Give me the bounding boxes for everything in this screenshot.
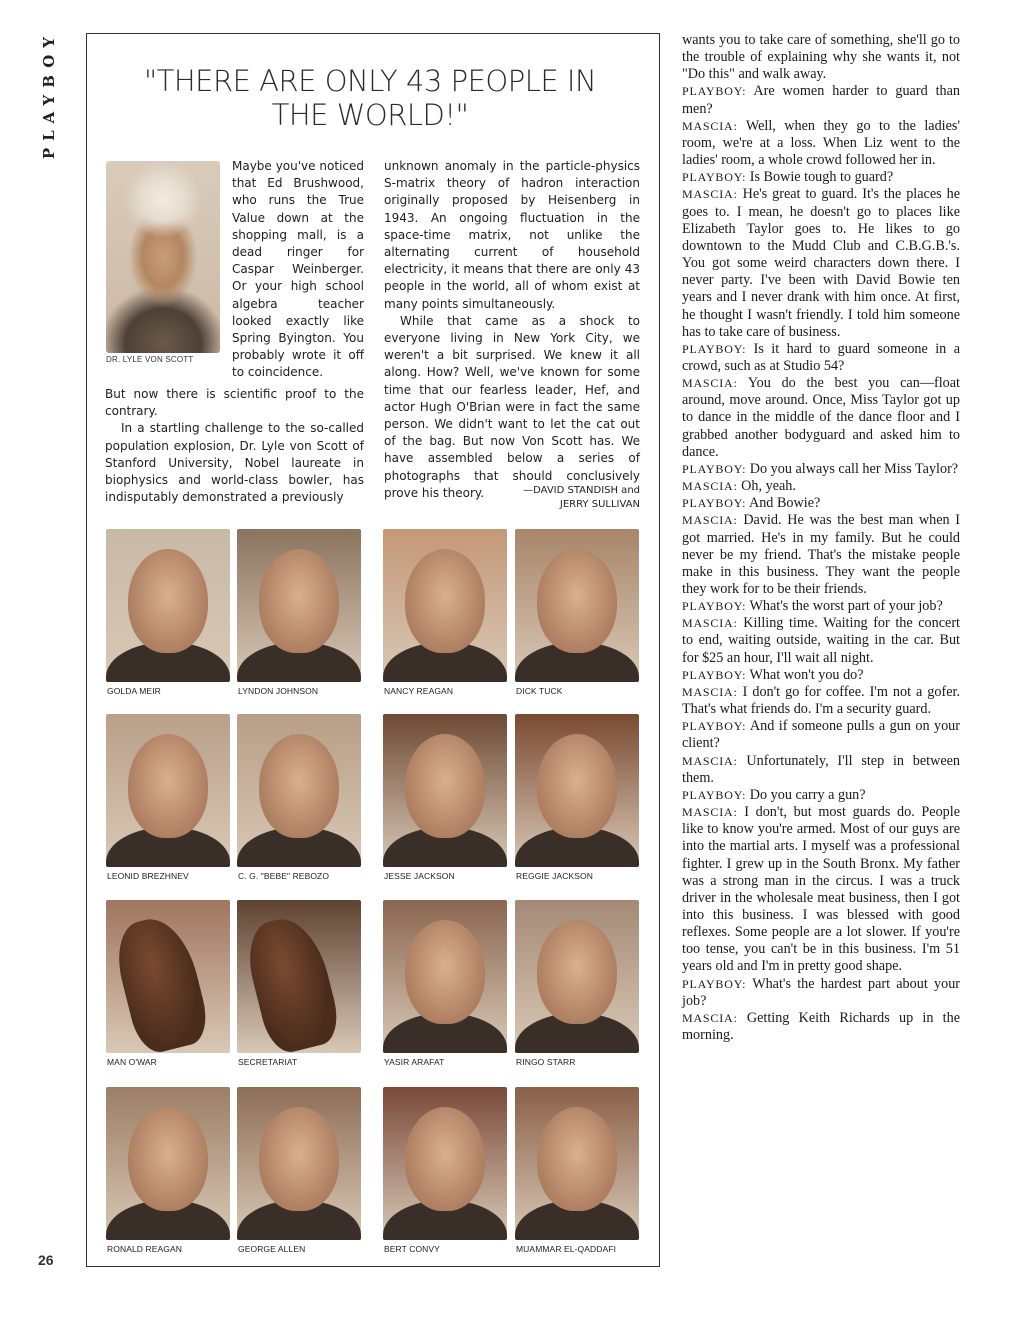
interview-text: Do you always call her Miss Taylor? xyxy=(749,460,959,477)
interview-text: And Bowie? xyxy=(748,495,821,512)
interview-text: He's great to guard. It's the places he goes to. I mean, he doesn't go to places like Elizabeth Taylor goes to. He likes to go downtown to the Mudd Club and C.B.G.B.'s. You got some weird characters down there. I never party. I've been with David Bowie ten years and I never drank with him once. At first, he thought I wasn't friendly. I told him someone has to take care of business. xyxy=(682,186,960,340)
article-paragraph: While that came as a shock to everyone living in New York City, we weren't a bit surprised. We knew it all along. How? Well, we've known for some time that our fearless leader, Hef, and actor Hugh O'Brian were in fact the same person. We didn't want to let the cat out of the bag. But now Von Scott has. We have assembled below a series of photographs that should conclusively prove his theory. xyxy=(384,313,640,500)
interview-text: Getting Keith Richards up in the morning. xyxy=(682,1009,960,1044)
interview-text: Oh, yeah. xyxy=(741,478,796,495)
intro-paragraph: But now there is scientific proof to the contrary. xyxy=(105,387,364,419)
speaker-label: PLAYBOY: xyxy=(682,170,747,185)
interview-paragraph xyxy=(682,753,960,787)
interview-paragraph xyxy=(682,83,960,117)
interview-text: Is Bowie tough to guard? xyxy=(749,169,894,186)
magazine-side-label: PLAYBOY xyxy=(40,30,58,160)
photo-image xyxy=(515,900,639,1053)
interview-paragraph xyxy=(682,118,960,169)
interview-paragraph xyxy=(682,684,960,718)
speaker-label: PLAYBOY: xyxy=(682,719,747,734)
article-paragraph: unknown anomaly in the particle-physics S-matrix theory of hadron interaction originally proposed by Heisenberg in 1943. An ongoing fluctuation in the space-time matrix, not unlike the alternating current of household electricity, it means that there are only 43 people in the world, all of whom exist at many points simultaneously. xyxy=(384,159,640,311)
interview-text: What won't you do? xyxy=(749,666,864,683)
portrait-photo xyxy=(106,714,230,881)
portrait-photo xyxy=(515,1087,639,1254)
interview-paragraph xyxy=(682,787,960,804)
photo-image xyxy=(237,900,361,1053)
interview-paragraph xyxy=(682,32,960,83)
interview-paragraph xyxy=(682,169,960,186)
portrait-photo xyxy=(383,900,507,1067)
interview-paragraph xyxy=(682,976,960,1010)
einstein-photo xyxy=(106,161,220,353)
photo-caption: RINGO STARR xyxy=(516,1057,576,1067)
photo-image xyxy=(106,1087,230,1240)
interview-text: Well, when they go to the ladies' room, we're at a loss. When Liz went to the ladies' room, a whole crowd followed her in. xyxy=(682,117,960,169)
portrait-photo xyxy=(515,900,639,1067)
interview-paragraph xyxy=(682,615,960,666)
photo-caption: SECRETARIAT xyxy=(238,1057,298,1067)
portrait-photo xyxy=(383,1087,507,1254)
interview-text: What's the hardest part about your job? xyxy=(682,975,961,1009)
photo-caption: REGGIE JACKSON xyxy=(516,871,593,881)
speaker-label: MASCIA: xyxy=(682,118,738,133)
photo-caption: DICK TUCK xyxy=(516,686,563,696)
photo-caption: BERT CONVY xyxy=(384,1244,440,1254)
portrait-photo xyxy=(106,529,230,696)
photo-caption: RONALD REAGAN xyxy=(107,1244,182,1254)
byline-line: —DAVID STANDISH and xyxy=(523,485,640,496)
speaker-label: PLAYBOY: xyxy=(682,976,747,991)
interview-paragraph xyxy=(682,461,960,478)
photo-image xyxy=(515,529,639,682)
speaker-label: PLAYBOY: xyxy=(682,787,747,802)
photo-image xyxy=(515,714,639,867)
photo-image xyxy=(237,1087,361,1240)
interview-paragraph xyxy=(682,186,960,340)
interview-paragraph xyxy=(682,478,960,495)
interview-text: David. He was the best man when I got married. He's in my family. But he could never be my friend. That's the mistake people make in this business. They want the people they work for to be their friends. xyxy=(682,512,960,597)
article-column-2 xyxy=(384,158,640,502)
interview-paragraph xyxy=(682,804,960,976)
byline xyxy=(384,484,640,512)
photo-caption: MAN O'WAR xyxy=(107,1057,157,1067)
photo-caption: C. G. "BEBE" REBOZO xyxy=(238,871,330,881)
photo-caption: LYNDON JOHNSON xyxy=(238,686,319,696)
portrait-photo xyxy=(515,529,639,696)
photo-caption: MUAMMAR EL-QADDAFI xyxy=(516,1244,617,1254)
interview-paragraph xyxy=(682,495,960,512)
photo-caption: GEORGE ALLEN xyxy=(238,1244,306,1254)
interview-paragraph xyxy=(682,341,960,375)
interview-paragraph xyxy=(682,1010,960,1044)
photo-image xyxy=(383,714,507,867)
portrait-photo xyxy=(106,1087,230,1254)
portrait-photo xyxy=(237,714,361,881)
interview-text: And if someone pulls a gun on your client? xyxy=(682,718,960,752)
interview-text: wants you to take care of something, she'll go to the trouble of explaining why she wants it, not "Do this" and walk away. xyxy=(682,32,960,83)
interview-paragraph xyxy=(682,512,960,598)
interview-text: What's the worst part of your job? xyxy=(749,598,943,615)
speaker-label: MASCIA: xyxy=(682,753,738,768)
portrait-photo xyxy=(515,714,639,881)
portrait-photo xyxy=(237,1087,361,1254)
interview-text: You do the best you can—float around, move around. Once, Miss Taylor got up to dance in the middle of the dance floor and I grabbed another bodyguard and asked him to dance. xyxy=(682,375,960,460)
interview-text: Are women harder to guard than men? xyxy=(682,83,961,117)
photo-caption: YASIR ARAFAT xyxy=(384,1057,445,1067)
speaker-label: MASCIA: xyxy=(682,684,738,699)
speaker-label: MASCIA: xyxy=(682,1010,738,1025)
intro-text: Maybe you've noticed that Ed Brushwood, who runs the True Value down at the shopping mall, is a dead ringer for Caspar Weinberger. Or your high school algebra teacher looked exactly like Spring Byington. You probably wrote it off to coincidence. xyxy=(232,159,364,380)
speaker-label: PLAYBOY: xyxy=(682,496,747,511)
speaker-label: MASCIA: xyxy=(682,513,738,528)
speaker-label: PLAYBOY: xyxy=(682,599,747,614)
photo-image xyxy=(383,529,507,682)
photo-caption: GOLDA MEIR xyxy=(107,686,161,696)
portrait-photo xyxy=(237,900,361,1067)
interview-paragraph xyxy=(682,598,960,615)
speaker-label: MASCIA: xyxy=(682,187,738,202)
photo-image xyxy=(515,1087,639,1240)
speaker-label: PLAYBOY: xyxy=(682,341,747,356)
speaker-label: MASCIA: xyxy=(682,805,738,820)
photo-image xyxy=(237,529,361,682)
photo-image xyxy=(383,1087,507,1240)
speaker-label: MASCIA: xyxy=(682,479,738,494)
interview-text: Killing time. Waiting for the concert to end, waiting outside, waiting in the car. But for $25 an hour, I'll wait all night. xyxy=(682,615,960,666)
einstein-caption: DR. LYLE VON SCOTT xyxy=(106,355,194,364)
photo-image xyxy=(106,529,230,682)
portrait-photo xyxy=(106,900,230,1067)
interview-column xyxy=(682,32,960,1044)
interview-text: Is it hard to guard someone in a crowd, such as at Studio 54? xyxy=(682,340,960,374)
photo-image xyxy=(106,714,230,867)
interview-paragraph xyxy=(682,375,960,461)
byline-line: JERRY SULLIVAN xyxy=(559,499,640,510)
speaker-label: PLAYBOY: xyxy=(682,461,747,476)
portrait-photo xyxy=(383,529,507,696)
speaker-label: PLAYBOY: xyxy=(682,667,747,682)
page-number: 26 xyxy=(38,1252,54,1268)
headline: "THERE ARE ONLY 43 PEOPLE IN THE WORLD!" xyxy=(143,64,597,132)
interview-text: I don't go for coffee. I'm not a gofer. That's what friends do. I'm a security guard. xyxy=(682,683,960,718)
speaker-label: MASCIA: xyxy=(682,616,738,631)
photo-image xyxy=(383,900,507,1053)
portrait-photo xyxy=(383,714,507,881)
intro-paragraph: In a startling challenge to the so-called population explosion, Dr. Lyle von Scott of Stanford University, Nobel laureate in biophysics and world-class bowler, has indisputably demonstrated a previously xyxy=(105,421,364,505)
photo-caption: NANCY REAGAN xyxy=(384,686,454,696)
photo-image xyxy=(237,714,361,867)
photo-image xyxy=(106,900,230,1053)
photo-caption: JESSE JACKSON xyxy=(384,871,455,881)
interview-text: Unfortunately, I'll step in between them. xyxy=(682,752,961,786)
interview-paragraph xyxy=(682,667,960,684)
interview-text: Do you carry a gun? xyxy=(749,786,866,803)
photo-caption: LEONID BREZHNEV xyxy=(107,871,189,881)
speaker-label: PLAYBOY: xyxy=(682,84,747,99)
speaker-label: MASCIA: xyxy=(682,376,738,391)
interview-paragraph xyxy=(682,718,960,752)
portrait-photo xyxy=(237,529,361,696)
intro-continued xyxy=(105,386,364,506)
interview-text: I don't, but most guards do. People like to know you're armed. Most of our guys are into the martial arts. I myself was a professional fighter. I grew up in the South Bronx. My father was a strong man in the circus. I was a truck driver in the wholesale meat business, then I got into this business. I was blessed with good reflexes. Some people are a lot slower. If you're too tense, you can't be in this business. I'm 51 years old and I'm in pretty good shape. xyxy=(682,804,961,975)
